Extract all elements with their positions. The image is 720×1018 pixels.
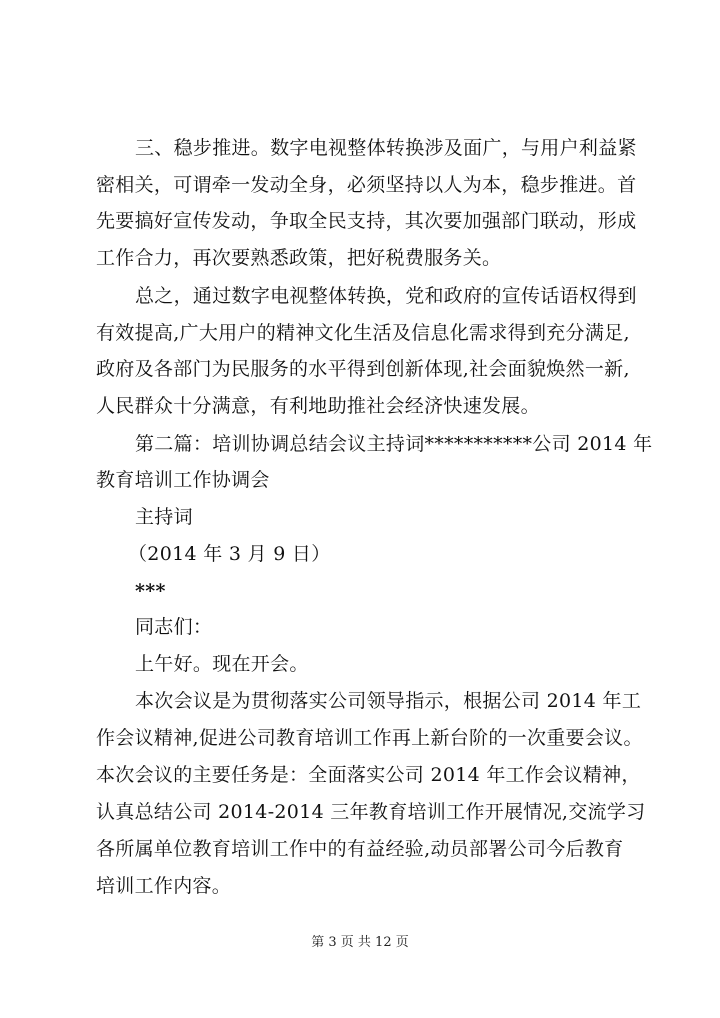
paragraph-2-line-1: 总之，通过数字电视整体转换，党和政府的宣传话语权得到 [135,285,637,307]
paragraph-2-line-2: 有效提高,广大用户的精神文化生活及信息化需求得到充分满足, [96,322,630,344]
paragraph-3-line-6: 培训工作内容。 [96,875,232,897]
paragraph-2-line-3: 政府及各部门为民服务的水平得到创新体现,社会面貌焕然一新, [96,358,630,380]
page-number-footer: 第 3 页 共 12 页 [311,935,409,950]
opening-remark: 上午好。现在开会。 [135,653,309,675]
paragraph-3-line-4: 认真总结公司 2014-2014 三年教育培训工作开展情况,交流学习 [96,801,646,823]
paragraph-3-line-2: 作会议精神,促进公司教育培训工作再上新台阶的一次重要会议。 [96,727,643,749]
paragraph-1-line-2: 密相关，可谓牵一发动全身，必须坚持以人为本，稳步推进。首 [96,174,637,196]
meeting-date: （2014 年 3 月 9 日） [128,543,331,565]
section-heading-line-1: 第二篇：培训协调总结会议主持词***********公司 2014 年 [135,433,653,455]
paragraph-1-line-3: 先要搞好宣传发动，争取全民支持，其次要加强部门联动，形成 [96,210,637,232]
paragraph-1-line-4: 工作合力，再次要熟悉政策，把好税费服务关。 [96,247,502,269]
paragraph-3-line-3: 本次会议的主要任务是：全面落实公司 2014 年工作会议精神， [96,764,641,786]
section-heading-line-2: 教育培训工作协调会 [96,469,270,491]
paragraph-1-line-1: 三、稳步推进。数字电视整体转换涉及面广，与用户利益紧 [135,137,637,159]
paragraph-3-line-5: 各所属单位教育培训工作中的有益经验,动员部署公司今后教育 [96,838,624,860]
paragraph-2-line-4: 人民群众十分满意，有利地助推社会经济快速发展。 [96,395,540,417]
host-speech-label: 主持词 [135,506,193,528]
paragraph-3-line-1: 本次会议是为贯彻落实公司领导指示，根据公司 2014 年工 [135,690,642,712]
greeting: 同志们： [135,616,213,638]
host-name-stars: *** [135,580,166,602]
